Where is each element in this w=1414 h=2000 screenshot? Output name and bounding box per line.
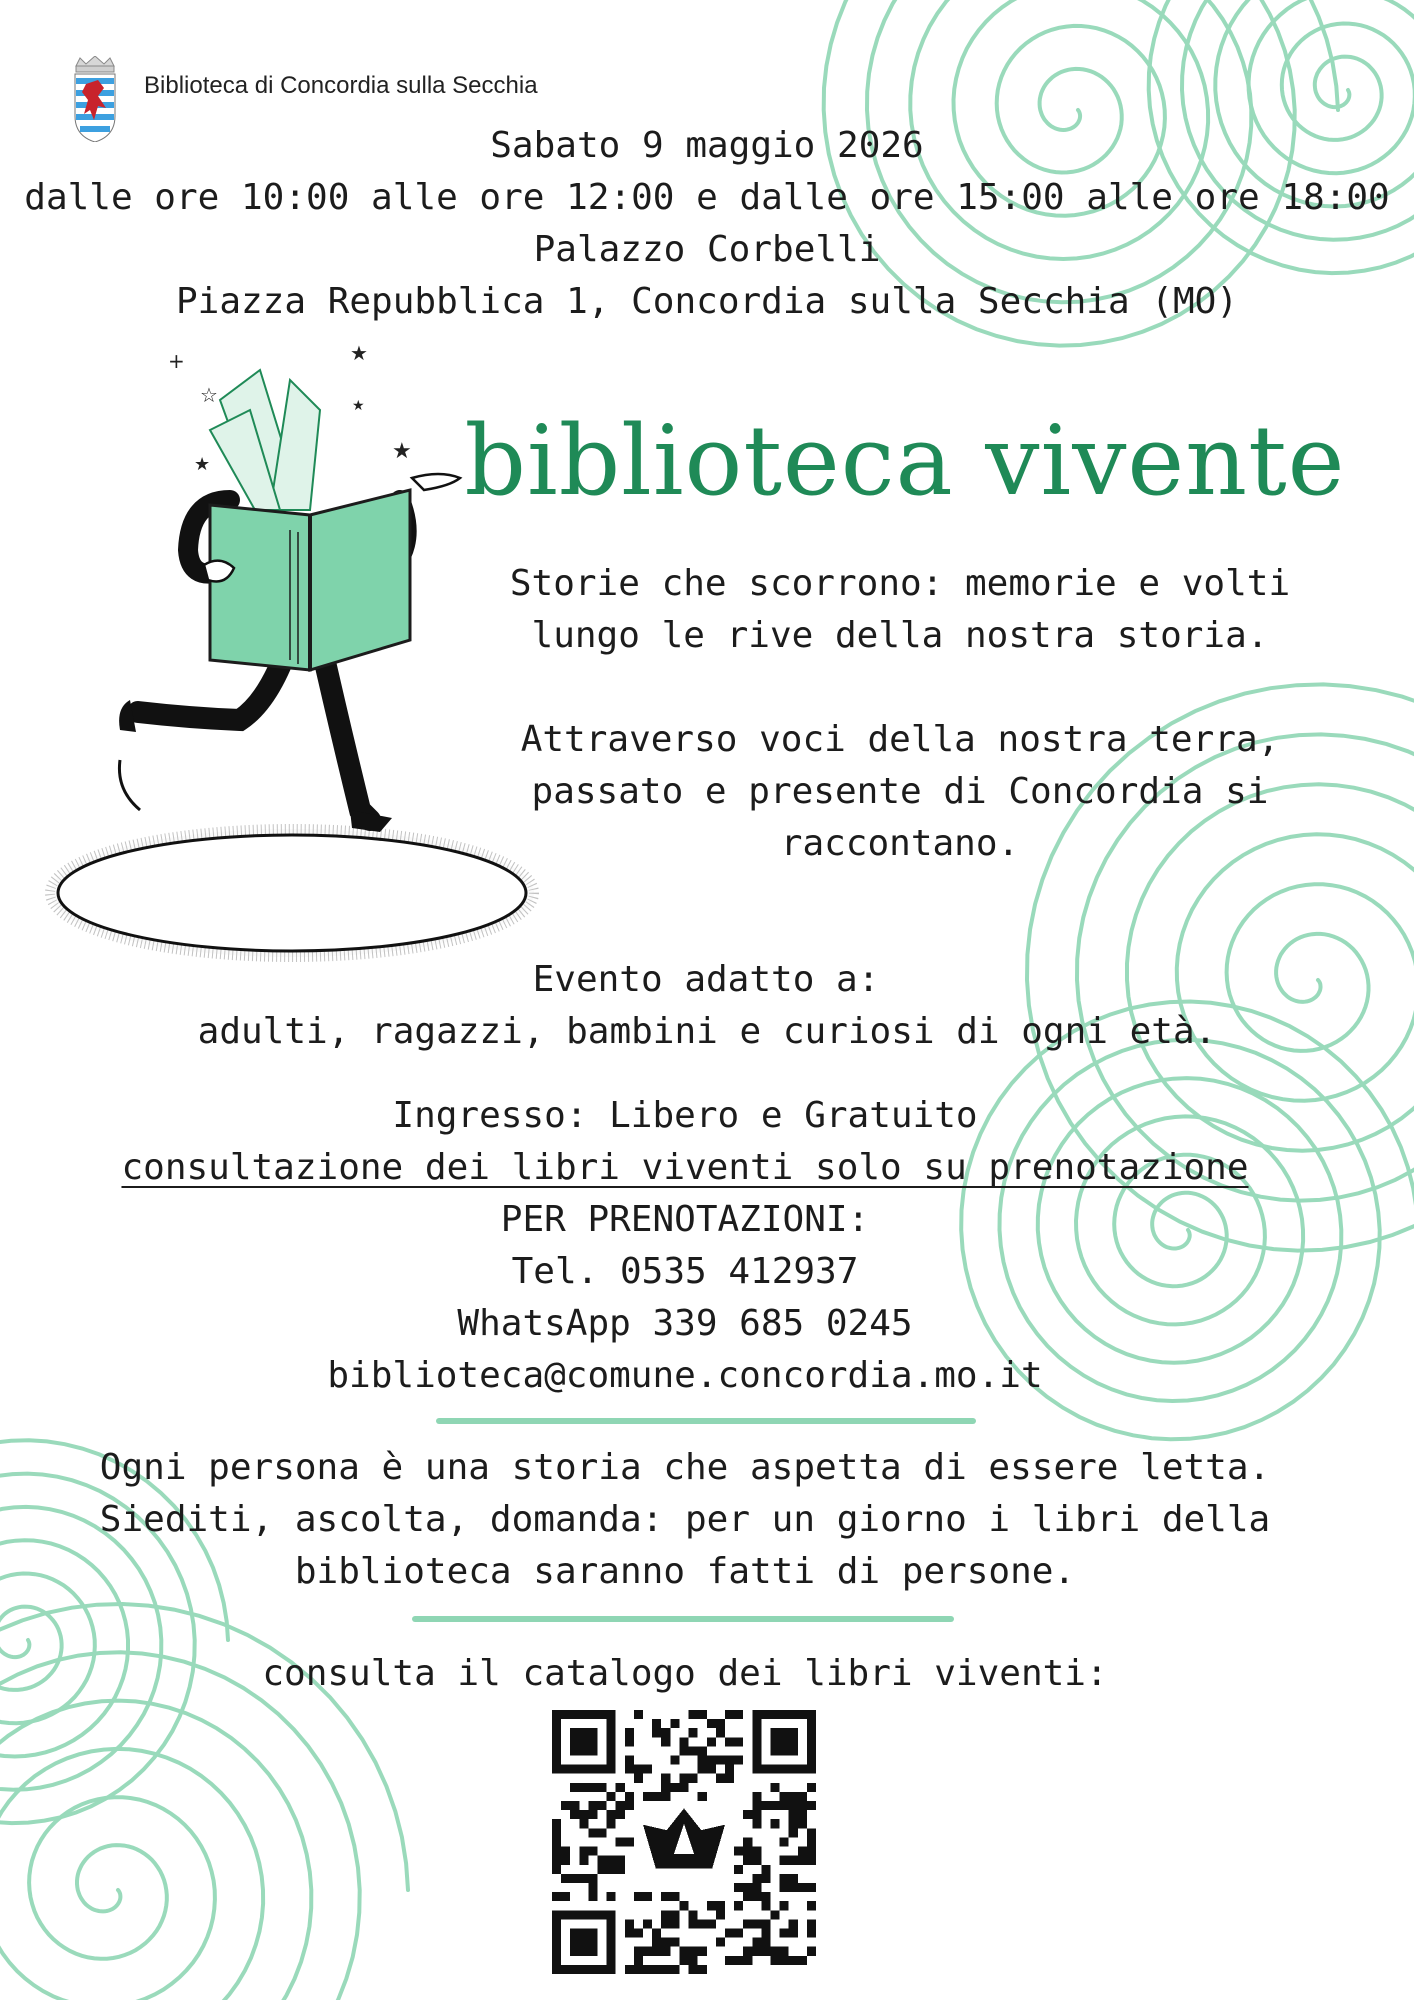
- intro-line-1: Storie che scorrono: memorie e volti: [509, 563, 1291, 604]
- entry-info: Ingresso: Libero e Gratuito: [392, 1095, 978, 1136]
- email-address: biblioteca@comune.concordia.mo.it: [327, 1355, 1043, 1396]
- svg-text:★: ★: [350, 341, 368, 365]
- intro-line-3: Attraverso voci della nostra terra,: [520, 719, 1280, 760]
- svg-text:☆: ☆: [200, 383, 218, 407]
- intro-line-2: lungo le rive della nostra storia.: [531, 615, 1269, 656]
- library-name: Biblioteca di Concordia sulla Secchia: [144, 72, 538, 99]
- event-date: Sabato 9 maggio 2026: [490, 125, 924, 166]
- svg-text:★: ★: [194, 454, 211, 475]
- audience-label: Evento adatto a:: [532, 959, 880, 1000]
- qr-code-icon[interactable]: [552, 1710, 816, 1974]
- quote-line-1: Ogni persona è una storia che aspetta di essere letta.: [99, 1447, 1271, 1488]
- quote-line-3: biblioteca saranno fatti di persone.: [294, 1551, 1076, 1592]
- whatsapp-number: WhatsApp 339 685 0245: [457, 1303, 913, 1344]
- booking-heading: PER PRENOTAZIONI:: [500, 1199, 870, 1240]
- divider: [436, 1418, 976, 1424]
- svg-text:+: +: [168, 349, 185, 373]
- event-venue: Palazzo Corbelli: [533, 229, 881, 270]
- page-title: biblioteca vivente: [464, 405, 1346, 517]
- divider: [412, 1616, 954, 1622]
- intro-line-5: raccontano.: [780, 823, 1020, 864]
- audience-text: adulti, ragazzi, bambini e curiosi di ogni età.: [197, 1011, 1217, 1052]
- event-address: Piazza Repubblica 1, Concordia sulla Secchia (MO): [175, 281, 1239, 322]
- phone-number: Tel. 0535 412937: [511, 1251, 859, 1292]
- svg-text:★: ★: [352, 398, 365, 414]
- intro-line-4: passato e presente di Concordia si: [531, 771, 1269, 812]
- catalog-label: consulta il catalogo dei libri viventi:: [262, 1653, 1108, 1694]
- booking-note: consultazione dei libri viventi solo su prenotazione: [121, 1147, 1249, 1188]
- event-hours: dalle ore 10:00 alle ore 12:00 e dalle ore 15:00 alle ore 18:00: [24, 177, 1390, 218]
- quote-line-2: Siediti, ascolta, domanda: per un giorno i libri della: [99, 1499, 1271, 1540]
- svg-text:★: ★: [392, 439, 412, 464]
